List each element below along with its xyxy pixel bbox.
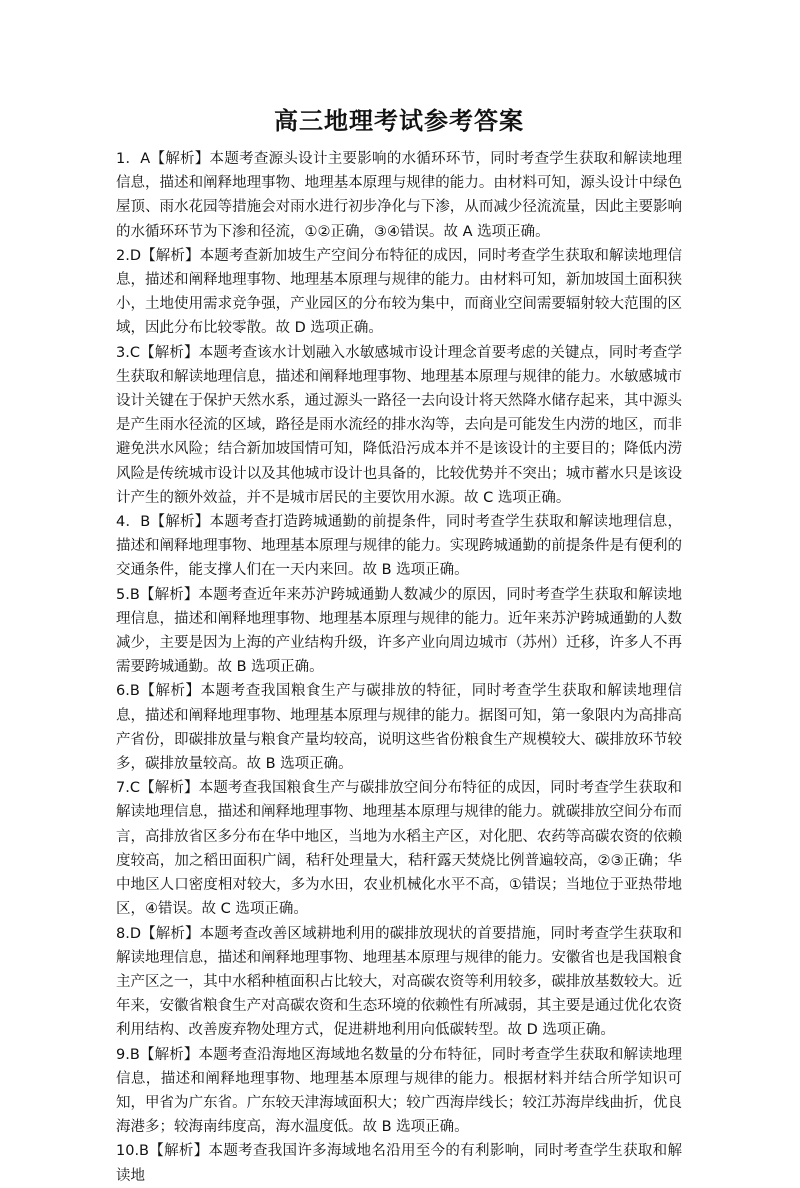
answer-item-4: 4．B【解析】本题考查打造跨城通勤的前提条件，同时考查学生获取和解读地理信息，描述和阐释地理事物、地理基本原理与规律的能力。实现跨城通勤的前提条件是有便利的交通条件，能支撑人们在一天内来回。故 B 选项正确。: [116, 514, 682, 579]
answer-item-1: 1．A【解析】本题考查源头设计主要影响的水循环环节，同时考查学生获取和解读地理信息，描述和阐释地理事物、地理基本原理与规律的能力。由材料可知，源头设计中绿色屋顶、雨水花园等措施会对雨水进行初步净化与下渗，从而减少径流流量，因此主要影响的水循环环节为下渗和径流，①②正确，③④错误。故 A 选项正确。: [116, 151, 682, 240]
answer-item-9: 9.B【解析】本题考查沿海地区海域地名数量的分布特征，同时考查学生获取和解读地理信息，描述和阐释地理事物、地理基本原理与规律的能力。根据材料并结合所学知识可知，甲省为广东省。广东较天津海域面积大；较广西海岸线长；较江苏海岸线曲折，优良海港多；较海南纬度高，海水温度低。故 B 选项正确。: [116, 1046, 682, 1136]
answer-item-3: 3.C【解析】本题考查该水计划融入水敏感城市设计理念首要考虑的关键点，同时考查学生获取和解读地理信息，描述和阐释地理事物、地理基本原理与规律的能力。水敏感城市设计关键在于保护天然水系，通过源头一路径一去向设计将天然降水储存起来，其中源头是产生雨水径流的区域，路径是雨水流经的排水沟等，去向是可能发生内涝的地区，而非避免洪水风险；结合新加坡国情可知，降低沿污成本并不是该设计的主要目的；降低内涝风险是传统城市设计以及其他城市设计也具备的，比较优势并不突出；城市蓄水只是该设计产生的额外效益，并不是城市居民的主要饮用水源。故 C 选项正确。: [116, 344, 682, 506]
answer-item-6: 6.B【解析】本题考查我国粮食生产与碳排放的特征，同时考查学生获取和解读地理信息，描述和阐释地理事物、地理基本原理与规律的能力。据图可知，第一象限内为高排高产省份，即碳排放量与粮食产量均较高，说明这些省份粮食生产规模较大、碳排放环节较多，碳排放量较高。故 B 选项正确。: [116, 683, 682, 773]
answer-item-7: 7.C【解析】本题考查我国粮食生产与碳排放空间分布特征的成因，同时考查学生获取和解读地理信息，描述和阐释地理事物、地理基本原理与规律的能力。就碳排放空间分布而言，高排放省区多分布在华中地区，当地为水稻主产区，对化肥、农药等高碳农资的依赖度较高，加之稻田面积广阔，秸秆处理量大，秸秆露天焚烧比例普遍较高，②③正确；华中地区人口密度相对较大，多为水田，农业机械化水平不高，①错误；当地位于亚热带地区，④错误。故 C 选项正确。: [116, 780, 682, 918]
answer-item-5: 5.B【解析】本题考查近年来苏沪跨城通勤人数减少的原因，同时考查学生获取和解读地理信息，描述和阐释地理事物、地理基本原理与规律的能力。近年来苏沪跨城通勤的人数减少，主要是因为上海的产业结构升级，许多产业向周边城市（苏州）迁移，许多人不再需要跨城通勤。故 B 选项正确。: [116, 586, 682, 676]
answer-item-8: 8.D【解析】本题考查改善区域耕地利用的碳排放现状的首要措施，同时考查学生获取和解读地理信息，描述和阐释地理事物、地理基本原理与规律的能力。安徽省也是我国粮食主产区之一，其中水稻种植面积占比较大，对高碳农资等利用较多，碳排放基数较大。近年来，安徽省粮食生产对高碳农资和生态环境的依赖性有所减弱，其主要是通过优化农资利用结构、改善废弃物处理方式，促进耕地利用向低碳转型。故 D 选项正确。: [116, 925, 682, 1039]
page-title: 高三地理考试参考答案: [274, 107, 524, 135]
answer-item-2: 2.D【解析】本题考查新加坡生产空间分布特征的成因，同时考查学生获取和解读地理信息，描述和阐释地理事物、地理基本原理与规律的能力。由材料可知，新加坡国土面积狭小，土地使用需求竞争强，产业园区的分布较为集中，而商业空间需要辐射较大范围的区域，因此分布比较零散。故 D 选项正确。: [116, 247, 682, 337]
answer-item-10: 10.B【解析】本题考查我国许多海域地名沿用至今的有利影响，同时考查学生获取和解读地: [116, 1143, 682, 1184]
